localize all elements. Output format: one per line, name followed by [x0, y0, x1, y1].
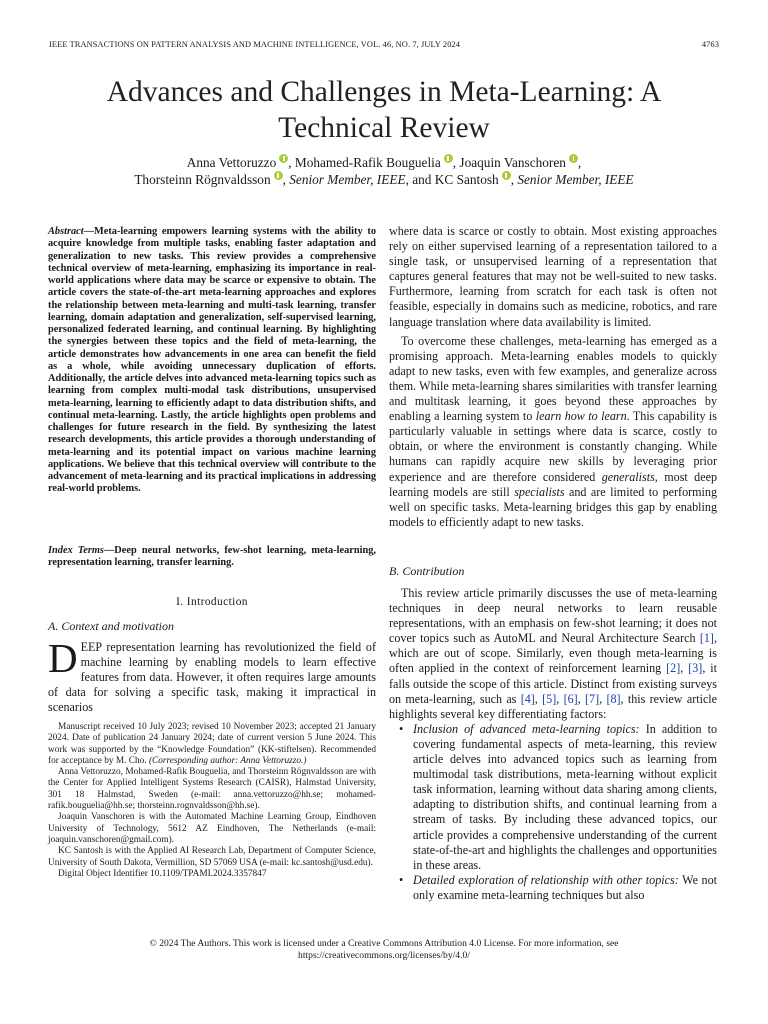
author-name: Joaquin Vanschoren: [459, 155, 566, 170]
orcid-icon[interactable]: [444, 154, 453, 163]
citation-link[interactable]: [8]: [606, 691, 621, 706]
subsection-heading: A. Context and motivation: [48, 619, 174, 633]
author-name: Thorsteinn Rögnvaldsson: [134, 172, 271, 187]
footnote-affiliation: Joaquin Vanschoren is with the Automated Machine Learning Group, Eindhoven University of Technology, 5612 AZ Eindhoven, The Netherlands (e-mail: joaquin.vanschoren@gmail.com).: [48, 812, 376, 845]
citation-link[interactable]: [3]: [688, 661, 703, 676]
title-line-1: Advances and Challenges in Meta-Learning: A: [106, 76, 662, 108]
author-role: Senior Member, IEEE: [517, 172, 634, 187]
subsection-heading: B. Contribution: [389, 564, 465, 578]
index-terms-text: —Deep neural networks, few-shot learning, meta-learning, representation learning, transfer learning.: [48, 545, 377, 569]
citation-link[interactable]: [2]: [666, 661, 681, 676]
author-name: Anna Vettoruzzo: [186, 155, 277, 170]
orcid-icon[interactable]: [502, 171, 511, 180]
paragraph: To overcome these challenges, meta-learning has emerged as a promising approach. Meta-learning enables models to quickly adapt to new tasks, even with few examples, and generalize across them. While meta-learning shares similarities with transfer learning and multitask learning, it goes beyond these approaches by enabling a learning system to learn how to learn. This capability is particularly valuable in settings where data is scarce, costly to obtain, or where the environment is constantly changing. While humans can rapidly acquire new skills by leveraging prior experience and are therefore considered generalists, most deep learning models are still specialists and are limited to performing well on specific tasks. Meta-learning bridges this gap by enabling models to efficiently adapt to new tasks.: [389, 333, 718, 529]
citation-link[interactable]: [7]: [585, 691, 600, 706]
footnote-doi: Digital Object Identifier 10.1109/TPAMI.2024.3357847: [58, 868, 267, 879]
author-name: Mohamed-Rafik Bouguelia: [294, 155, 441, 170]
section-heading: I. Introduction: [176, 596, 248, 608]
footnote-affiliation: KC Santosh is with the Applied AI Research Lab, Department of Computer Science, University of South Dakota, Vermillion, SD 57069 USA (e-mail: kc.santosh@usd.edu).: [48, 846, 376, 868]
contribution-section: [389, 586, 717, 903]
running-header: IEEE TRANSACTIONS ON PATTERN ANALYSIS AND MACHINE INTELLIGENCE, VOL. 46, NO. 7, JULY 2024: [49, 40, 461, 49]
author-conjunction: , and: [405, 172, 432, 187]
intro-text: EEP representation learning has revolutionized the field of machine learning by enabling models to learn effective features from data. However, it often requires large amounts of data for solving a specific task, making it impractical in scenarios: [48, 640, 376, 715]
citation-link[interactable]: [5]: [542, 691, 557, 706]
author-name: KC Santosh: [434, 172, 499, 187]
abstract: [48, 226, 376, 496]
author-role: Senior Member, IEEE: [289, 172, 406, 187]
paragraph: where data is scarce or costly to obtain. Most existing approaches rely on either supervised learning of a representation tailored to a single task, or unsupervised learning of a representation that captures general features that may not be well-suited to new tasks. Furthermore, learning from scratch for each task is often not feasible, especially in domains such as medicine, robotics, and rare language translation where data availability is limited.: [389, 224, 717, 329]
footnotes: [48, 722, 376, 880]
contribution-list: [389, 722, 717, 903]
license-notice: [60, 938, 708, 962]
orcid-icon[interactable]: [279, 154, 288, 163]
citation-link[interactable]: [1]: [699, 631, 714, 646]
abstract-text: —Meta-learning empowers learning systems with the ability to acquire knowledge from multiple tasks, enabling faster adaptation and generalization to new tasks. This review provides a comprehensive technical overview of meta-learning, emphasizing its importance in real-world applications where data may be scarce or expensive to obtain. The article covers the state-of-the-art meta-learning approaches and explores the relationship between meta-learning and multi-task learning, transfer learning, domain adaptation and generalization, self-supervised learning, personalized federated learning, and continual learning. By highlighting the synergies between these topics and the field of meta-learning, the article demonstrates how advancements in one area can benefit the field as a whole, while avoiding unnecessary duplication of efforts. Additionally, the article delves into advanced meta-learning topics such as learning from complex multi-modal task distributions, unsupervised meta-learning, learning to efficiently adapt to data distribution shifts, and continual meta-learning. Lastly, the article highlights open problems and challenges for future research in the field. By synthesizing the latest research developments, this article provides a thorough understanding of meta-learning and its potential impact on various machine learning applications. We believe that this technical overview will contribute to the advancement of meta-learning and its practical implications in addressing real-world problems.: [48, 226, 376, 495]
license-text: © 2024 The Authors. This work is licensed under a Creative Commons Attribution 4.0 License. For more information, see: [149, 938, 619, 949]
title-line-2: Technical Review: [278, 112, 490, 144]
abstract-label: Abstract: [48, 226, 84, 237]
intro-paragraph: [48, 635, 376, 715]
paper-title: [60, 74, 708, 146]
citation-link[interactable]: [6]: [563, 691, 578, 706]
drop-cap: D: [48, 635, 78, 681]
license-url[interactable]: https://creativecommons.org/licenses/by/4.0/: [298, 950, 470, 961]
footnote-manuscript: Manuscript received 10 July 2023; revised 10 November 2023; accepted 21 January 2024. Date of publication 24 January 2024; date of current version 5 June 2024. This work was supported by the “Knowledge Foundation” (KK-stiftelsen). Recommended for acceptance by M. Cho. (Corresponding author: Anna Vettoruzzo.): [48, 722, 376, 766]
citation-link[interactable]: [4]: [520, 691, 535, 706]
paragraph: This review article primarily discusses the use of meta-learning techniques in deep neural networks to learn reusable representations, with an emphasis on few-shot learning; it does not cover topics such as AutoML and Neural Architecture Search [1], which are out of scope. Similarly, even though meta-learning is often applied in the context of reinforcement learning [2], [3], it falls outside the scope of this article. Distinct from existing surveys on meta-learning, such as [4], [5], [6], [7], [8], this review article highlights several key differentiating factors:: [389, 586, 718, 721]
author-list: Anna Vettoruzzo , Mohamed-Rafik Bouguelia , Joaquin Vanschoren , Thorsteinn Rögnvaldsson , Senior Member, IEEE, and KC Santosh , Senior Member, IEEE: [134, 155, 634, 187]
list-item: • Detailed exploration of relationship with other topics: We not only examine meta-learning techniques but also: [399, 873, 717, 903]
footnote-affiliation: Anna Vettoruzzo, Mohamed-Rafik Bouguelia, and Thorsteinn Rögnvaldsson are with the Center for Applied Intelligent Systems Research (CAISR), Halmstad University, 301 18 Halmstad, Sweden (e-mail: anna.vettoruzzo@hh.se; mohamed-rafik.bouguelia@hh.se; thorsteinn.rognvaldsson@hh.se).: [48, 767, 376, 812]
page-number: 4763: [701, 40, 719, 49]
index-terms-label: Index Terms: [48, 545, 104, 556]
list-item: • Inclusion of advanced meta-learning topics: In addition to covering fundamental aspects of meta-learning, this review article delves into advanced topics such as learning from multimodal task distributions, meta-learning without explicit task information, learning without data sharing among clients, adapting to distribution shifts, and continual learning from a stream of tasks. By including these advanced topics, our article provides a comprehensive understanding of the current state-of-the-art and highlights the challenges and opportunities in these areas.: [399, 722, 717, 873]
orcid-icon[interactable]: [569, 154, 578, 163]
index-terms: [48, 545, 376, 570]
right-column: [389, 224, 717, 530]
orcid-icon[interactable]: [274, 171, 283, 180]
